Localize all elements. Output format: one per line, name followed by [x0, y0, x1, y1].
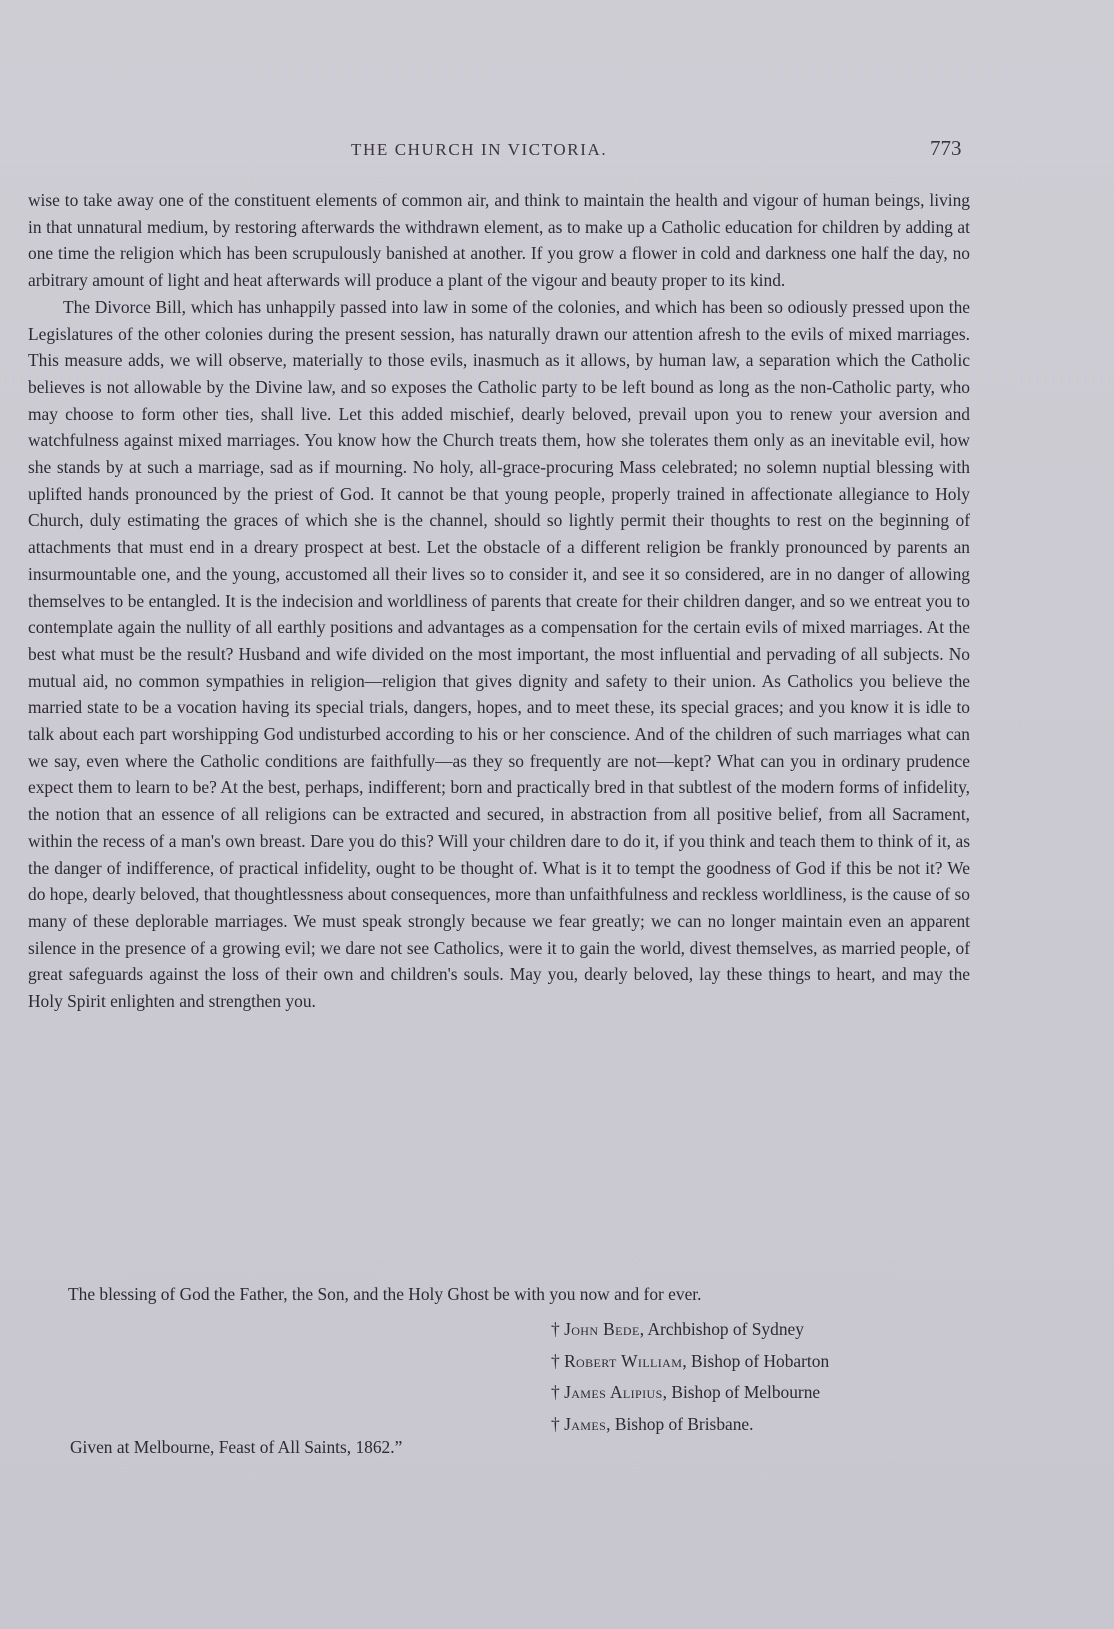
signatory-name: James Alipius: [564, 1382, 663, 1402]
running-head: [0, 136, 1114, 166]
signature-line: [551, 1346, 829, 1378]
body-text: [28, 187, 970, 1015]
signature-line: [551, 1409, 829, 1441]
paragraph-divorce-bill: The Divorce Bill, which has unhappily passed into law in some of the colonies, and which has been so odiously pressed upon the Legislatures of the other colonies during the present session, has naturally drawn our attention afresh to the evils of mixed marriages. This measure adds, we will observe, materially to those evils, inasmuch as it allows, by human law, a separation which the Catholic believes is not allowable by the Divine law, and so exposes the Catholic party to be left bound as long as the non-Catholic party, who may choose to form other ties, shall live. Let this added mischief, dearly beloved, prevail upon you to renew your aversion and watchfulness against mixed marriages. You know how the Church treats them, how she tolerates them only as an inevitable evil, how she stands by at such a marriage, sad as if mourning. No holy, all-grace-procuring Mass celebrated; no solemn nuptial blessing with uplifted hands pronounced by the priest of God. It cannot be that young people, properly trained in affectionate allegiance to Holy Church, duly estimating the graces of which she is the channel, should so lightly permit their thoughts to rest on the beginning of attachments that must end in a dreary prospect at best. Let the obstacle of a different religion be frankly pronounced by parents an insurmountable one, and the young, accustomed all their lives so to consider it, and see it so considered, are in no danger of allowing themselves to be entangled. It is the indecision and worldliness of parents that create for their children danger, and so we entreat you to contemplate again the nullity of all earthly positions and advantages as a compensation for the certain evils of mixed marriages. At the best what must be the result? Husband and wife divided on the most important, the most influential and pervading of all subjects. No mutual aid, no common sympathies in religion—religion that gives dignity and safety to their union. As Catholics you believe the married state to be a vocation having its special trials, dangers, hopes, and to meet these, its special graces; and you know it is idle to talk about each part worshipping God undisturbed according to his or her conscience. And of the children of such marriages what can we say, even where the Catholic conditions are faithfully—as they so frequently are not—kept? What can you in ordinary prudence expect them to learn to be? At the best, perhaps, indifferent; born and practically bred in that subtlest of the modern forms of infidelity, the notion that an essence of all religions can be extracted and secured, in abstraction from all positive belief, from all Sacrament, within the recess of a man's own breast. Dare you do this? Will your children dare to do it, if you think and teach them to think of it, as the danger of indifference, of practical infidelity, ought to be thought of. What is it to tempt the goodness of God if this be not it? We do hope, dearly beloved, that thoughtlessness about consequences, more than unfaithfulness and reckless worldliness, is the cause of so many of these deplorable marriages. We must speak strongly because we fear greatly; we can no longer maintain even an apparent silence in the presence of a growing evil; we dare not see Catholics, were it to gain the world, divest themselves, as married people, of great safeguards against the loss of their own and children's souls. May you, dearly beloved, lay these things to heart, and may the Holy Spirit enlighten and strengthen you.: [28, 296, 970, 1012]
dateline: Given at Melbourne, Feast of All Saints, 1862.”: [70, 1437, 403, 1457]
signatory-title: , Bishop of Melbourne: [662, 1382, 821, 1402]
paragraph-continued: wise to take away one of the constituent elements of common air, and think to maintain the health and vigour of human beings, living in that unnatural medium, by restoring afterwards the withdrawn element, as to make up a Catholic education for children by adding at one time the religion which has been scrupulously banished at another. If you grow a flower in cold and darkness one half the day, no arbitrary amount of light and heat afterwards will produce a plant of the vigour and beauty proper to its kind.: [28, 190, 970, 291]
page-number: 773: [930, 136, 962, 160]
closing-blessing: The blessing of God the Father, the Son, and the Holy Ghost be with you now and for ever.: [68, 1284, 702, 1304]
signatory-name: John Bede: [564, 1319, 640, 1339]
cross-symbol: †: [551, 1413, 560, 1434]
cross-symbol: †: [551, 1319, 560, 1339]
signatory-title: , Bishop of Hobarton: [682, 1350, 830, 1371]
signatory-name: James: [564, 1413, 607, 1434]
running-title: THE CHURCH IN VICTORIA.: [351, 140, 608, 159]
signature-line: [551, 1377, 829, 1409]
signatory-title: , Archbishop of Sydney: [639, 1319, 804, 1339]
signature-line: [551, 1314, 829, 1346]
cross-symbol: †: [551, 1382, 560, 1402]
cross-symbol: †: [551, 1350, 560, 1371]
signature-block: [551, 1314, 829, 1440]
signatory-name: Robert William: [564, 1350, 683, 1371]
signatory-title: , Bishop of Brisbane.: [606, 1413, 754, 1434]
